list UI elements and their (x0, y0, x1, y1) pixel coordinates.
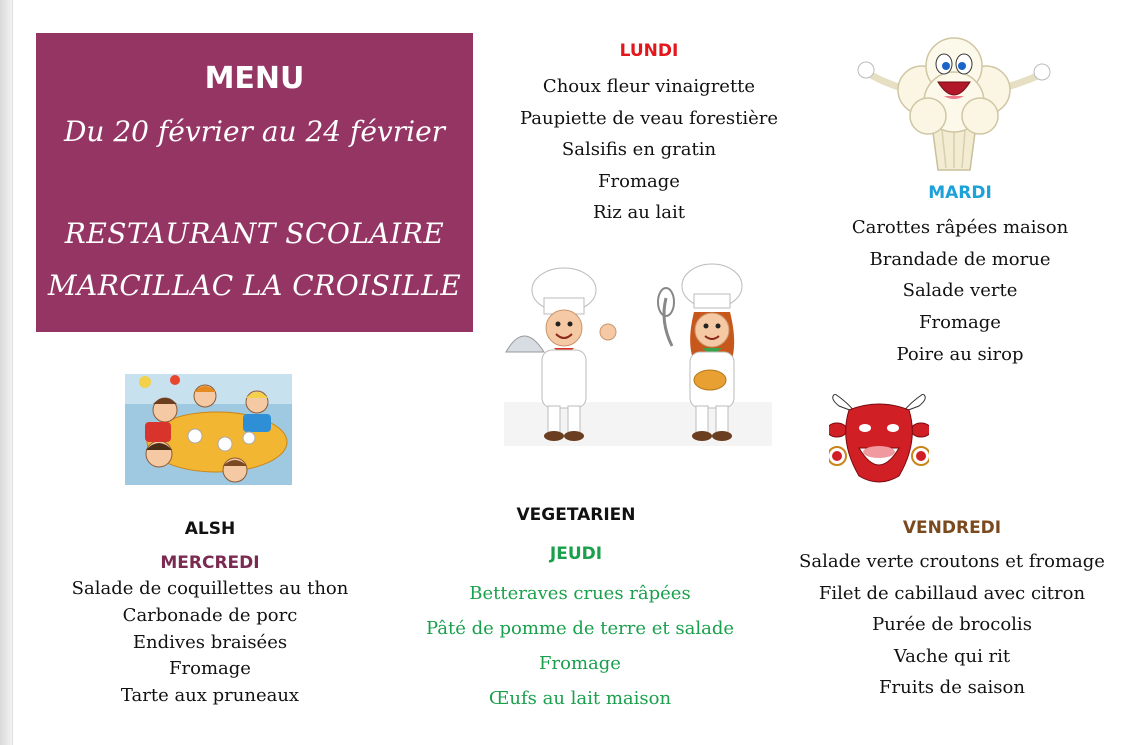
dish-list-mardi (852, 212, 1068, 370)
cauliflower-mascot-icon (852, 30, 1056, 172)
dish-item: Salade verte (902, 280, 1018, 302)
day-title-vendredi: VENDREDI (902, 518, 1002, 538)
dish-item: Fromage (919, 312, 1001, 334)
day-title-lundi: LUNDI (619, 41, 679, 61)
dish-list-vendredi (799, 546, 1105, 704)
dish-item: Betteraves crues râpées (469, 583, 691, 604)
laughing-cow-logo-icon (829, 394, 929, 488)
dish-item: Carottes râpées maison (851, 217, 1069, 238)
menu-dates: Du 20 février au 24 février (63, 115, 446, 148)
dish-item: Fromage (169, 658, 251, 680)
day-title-mercredi: MERCREDI (160, 553, 260, 573)
menu-title-box (36, 33, 473, 332)
two-chefs-illustration-icon (504, 262, 772, 446)
dish-item: Salade verte croutons et fromage (799, 551, 1105, 572)
dish-item: Salade de coquillettes au thon (71, 578, 349, 599)
dish-list-mercredi (72, 576, 349, 710)
dish-item: Endives braisées (132, 631, 288, 653)
dish-item: Fruits de saison (879, 677, 1025, 699)
dish-item: Salsifis en gratin (561, 139, 717, 160)
dish-item: Filet de cabillaud avec citron (818, 582, 1086, 604)
dish-item: Vache qui rit (893, 645, 1011, 667)
dish-item: Riz au lait (592, 202, 686, 223)
restaurant-name: RESTAURANT SCOLAIRE (64, 217, 445, 250)
dish-item: Tarte aux pruneaux (120, 685, 300, 707)
page-edge (0, 0, 13, 745)
dish-item: Choux fleur vinaigrette (542, 76, 756, 97)
menu-label: MENU (204, 61, 305, 96)
day-title-mardi: MARDI (928, 183, 992, 203)
dish-item: Fromage (539, 653, 621, 674)
dish-item: Paupiette de veau forestière (519, 107, 779, 129)
dish-item: Œufs au lait maison (488, 688, 672, 709)
dish-list-lundi (520, 71, 778, 229)
vegetarien-label: VEGETARIEN (516, 505, 636, 525)
dish-item: Carbonade de porc (122, 604, 298, 626)
dish-item: Brandade de morue (869, 248, 1051, 270)
alsh-label: ALSH (184, 519, 236, 539)
dish-list-jeudi (426, 576, 734, 716)
children-eating-illustration-icon (125, 374, 292, 485)
dish-item: Poire au sirop (896, 343, 1024, 365)
dish-item: Purée de brocolis (872, 614, 1032, 636)
dish-item: Fromage (598, 170, 680, 192)
day-title-jeudi: JEUDI (549, 544, 603, 564)
dish-item: Pâté de pomme de terre et salade (425, 618, 735, 639)
town-name: MARCILLAC LA CROISILLE (47, 269, 462, 302)
